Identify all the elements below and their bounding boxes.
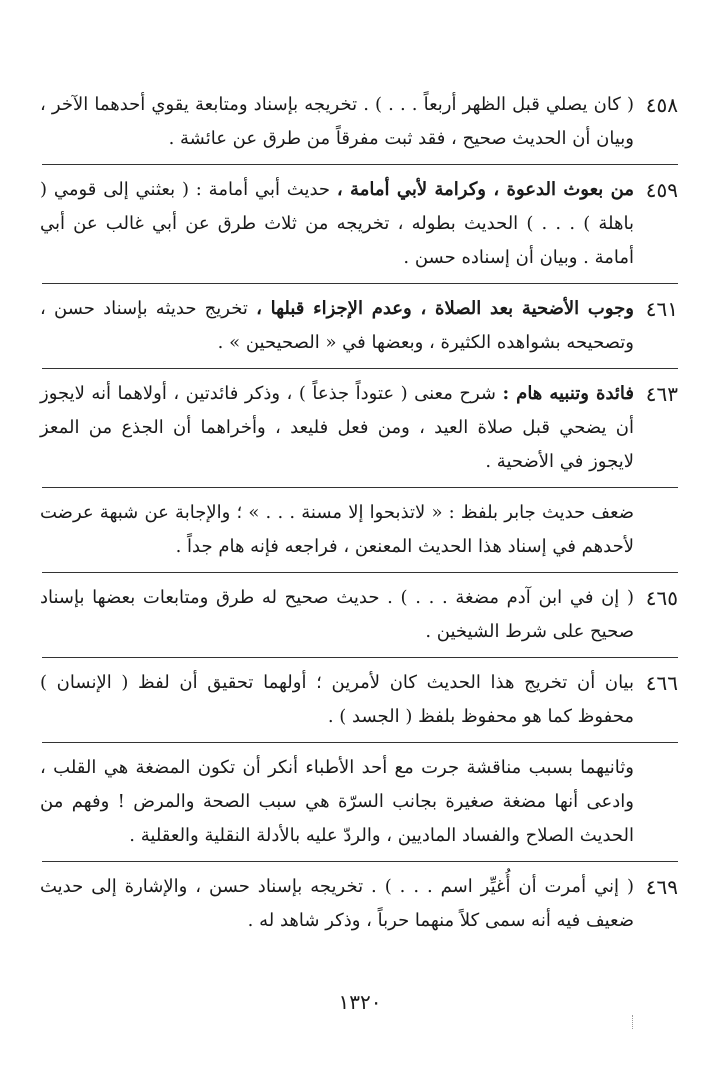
margin-mark [632, 1015, 635, 1029]
entry-458 [40, 88, 678, 156]
entry-text: بيان أن تخريج هذا الحديث كان لأمرين ؛ أولهما تحقيق أن لفظ ( الإنسان ) محفوظ كما هو محفوظ بلفظ ( الجسد ) . [40, 672, 634, 727]
divider [42, 368, 678, 369]
page-number: ١٣٢٠ [338, 990, 382, 1014]
entry-text [40, 292, 634, 360]
entry-number: ٤٥٩ [645, 178, 678, 202]
entry-text [40, 377, 634, 479]
entry-463-continuation [40, 496, 678, 564]
entry-number: ٤٦٦ [645, 671, 678, 695]
divider [42, 861, 678, 862]
divider [42, 742, 678, 743]
divider [42, 283, 678, 284]
entry-text: ( إني أمرت أن أُغيِّر اسم . . . ) . تخريجه بإسناد حسن ، والإشارة إلى حديث ضعيف فيه أنه سمى كلاً منهما حرباً ، وذكر شاهد له . [40, 876, 634, 931]
entry-description: تخريج حديثه بإسناد حسن ، وتصحيحه بشواهده الكثيرة ، وبعضها في « الصحيحين » . [40, 298, 634, 353]
entry-heading: وجوب الأضحية بعد الصلاة ، وعدم الإجزاء قبلها ، [256, 298, 634, 319]
divider [42, 164, 678, 165]
index-entries [40, 88, 678, 938]
entry-number: ٤٦٣ [645, 382, 678, 406]
entry-465 [40, 581, 678, 649]
entry-text: وثانيهما بسبب مناقشة جرت مع أحد الأطباء أنكر أن تكون المضغة هي القلب ، وادعى أنها مضغة صغيرة بجانب السرّة هي سبب الصحة والمرض ! وفهم من الحديث الصلاح والفساد الماديين ، والردّ عليه بالأدلة النقلية والعقلية . [40, 757, 634, 846]
entry-number: ٤٦٩ [645, 875, 678, 899]
entry-number: ٤٥٨ [645, 93, 678, 117]
entry-heading: من بعوث الدعوة ، وكرامة لأبي أمامة ، [336, 179, 634, 200]
entry-heading: فائدة وتنبيه هام : [502, 383, 634, 404]
entry-463 [40, 377, 678, 479]
divider [42, 657, 678, 658]
entry-description: حديث أبي أمامة : ( بعثني إلى قومي ( باهلة ) . . . ) الحديث بطوله ، تخريجه من ثلاث طرق عن أبي غالب عن أبي أمامة . وبيان أن إسناده حسن . [40, 179, 634, 268]
divider [42, 572, 678, 573]
entry-459 [40, 173, 678, 275]
entry-number: ٤٦٥ [645, 586, 678, 610]
divider [42, 487, 678, 488]
entry-466-continuation [40, 751, 678, 853]
entry-469 [40, 870, 678, 938]
entry-466 [40, 666, 678, 734]
entry-text: ( كان يصلي قبل الظهر أربعاً . . . ) . تخريجه بإسناد ومتابعة يقوي أحدهما الآخر ، وبيان أن الحديث صحيح ، فقد ثبت مفرقاً من طرق عن عائشة . [40, 94, 634, 149]
entry-description: شرح معنى ( عتوداً جذعاً ) ، وذكر فائدتين ، أولاهما أنه لايجوز أن يضحي قبل صلاة العيد ، ومن فعل فليعد ، وأخراهما أن الجذع من المعز لايجوز في الأضحية . [40, 383, 634, 472]
entry-text [40, 173, 634, 275]
entry-text: ( إن في ابن آدم مضغة . . . ) . حديث صحيح له طرق ومتابعات بعضها بإسناد صحيح على شرط الشيخين . [40, 587, 634, 642]
entry-text: ضعف حديث جابر بلفظ : « لاتذبحوا إلا مسنة . . . » ؛ والإجابة عن شبهة عرضت لأحدهم في إسناد هذا الحديث المعنعن ، فراجعه فإنه هام جداً . [40, 502, 634, 557]
entry-number: ٤٦١ [645, 297, 678, 321]
entry-461 [40, 292, 678, 360]
